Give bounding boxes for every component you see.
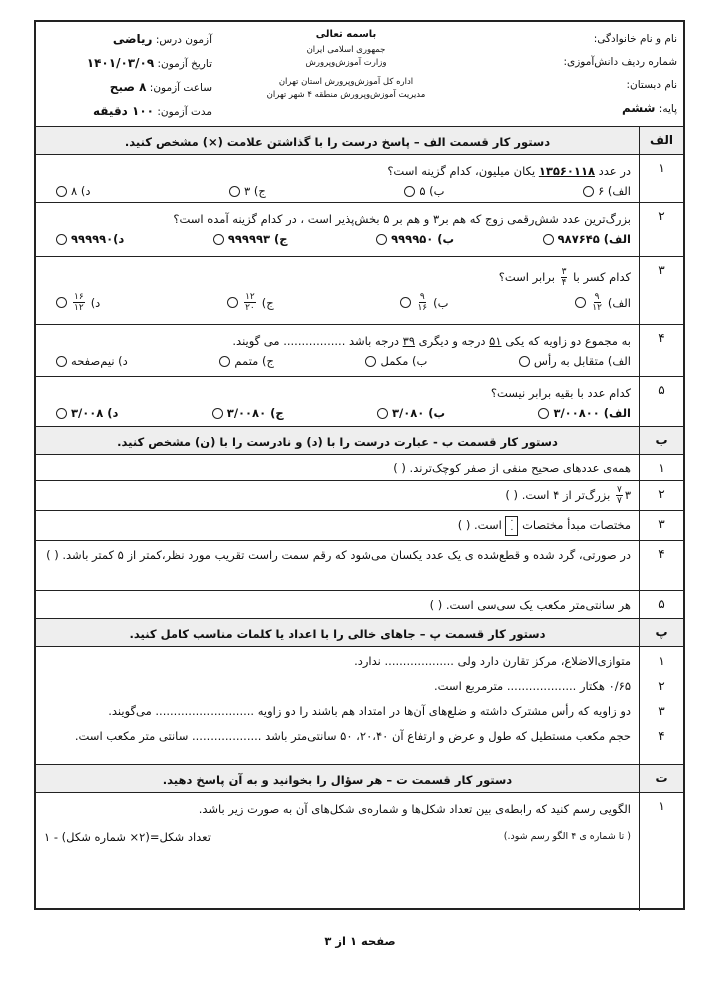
question-text: مختصات مبدأ مختصات bbox=[522, 518, 631, 532]
answer-circle[interactable] bbox=[227, 297, 238, 308]
question-number: ۳ bbox=[639, 257, 683, 324]
answer-circle[interactable] bbox=[543, 234, 554, 245]
answer-circle[interactable] bbox=[219, 356, 230, 367]
option-label: ب) مکمل bbox=[380, 354, 428, 368]
question-t1 bbox=[36, 793, 683, 911]
answer-circle[interactable] bbox=[56, 234, 67, 245]
answer-circle[interactable] bbox=[229, 186, 240, 197]
question-text: در صورتی، گرد شده و قطع‌شده ی یک عدد یکسان می‌شود که رقم سمت راست تقریب مورد نظر،کمتر از ۵ کمتر باشد. ( ) bbox=[46, 548, 631, 562]
answer-circle[interactable] bbox=[56, 356, 67, 367]
row-number-label: شماره ردیف دانش‌آموزی: bbox=[563, 56, 677, 68]
option[interactable] bbox=[219, 351, 274, 371]
question-b4 bbox=[36, 541, 683, 591]
section-a-header bbox=[36, 127, 683, 155]
option-label: د)۹۹۹۹۹۰ bbox=[71, 232, 125, 246]
school-label: نام دبستان: bbox=[626, 79, 677, 91]
option[interactable] bbox=[543, 229, 631, 249]
question-a1 bbox=[36, 155, 683, 203]
denominator: ۴ bbox=[561, 278, 567, 288]
section-letter: الف bbox=[639, 127, 683, 154]
option-label: الف) متقابل به رأس bbox=[533, 354, 631, 368]
option[interactable] bbox=[56, 403, 118, 423]
question-text: در عدد bbox=[598, 164, 631, 178]
answer-circle[interactable] bbox=[575, 297, 586, 308]
option[interactable] bbox=[212, 403, 284, 423]
numerator: ۳ bbox=[561, 267, 567, 277]
options bbox=[44, 229, 631, 249]
time-label: ساعت آزمون: bbox=[149, 82, 212, 94]
answer-circle[interactable] bbox=[56, 186, 67, 197]
section-letter: ت bbox=[639, 765, 683, 792]
answer-circle[interactable] bbox=[213, 234, 224, 245]
exam-info bbox=[42, 28, 212, 124]
question-a3 bbox=[36, 257, 683, 325]
option[interactable] bbox=[583, 181, 631, 201]
question-b5 bbox=[36, 591, 683, 619]
question-text: به مجموع دو زاویه که یکی bbox=[505, 334, 631, 348]
option-label: الف) ۳/۰۰۸۰۰ bbox=[553, 406, 631, 420]
option-label: ب) ۳/۰۸۰ bbox=[392, 406, 446, 420]
bismillah: باسمه تعالی bbox=[315, 29, 377, 40]
grade-label: پایه: bbox=[658, 103, 677, 115]
subject-value: ریاضی bbox=[112, 32, 153, 46]
question-number: ۴ bbox=[639, 541, 683, 590]
option-label: ج) ۳/۰۰۸۰ bbox=[226, 406, 284, 420]
exam-header bbox=[36, 22, 683, 127]
numerator: ۹ bbox=[594, 292, 600, 302]
section-title: دستور کار قسمت ب - عبارت درست را با (د) و نادرست را با (ن) مشخص کنید. bbox=[117, 435, 558, 449]
section-letter: ب bbox=[639, 427, 683, 454]
option-label: الف) bbox=[607, 295, 631, 310]
question-number: ۲ bbox=[658, 679, 665, 693]
question-number: ۲ bbox=[639, 203, 683, 256]
denominator: ۷ bbox=[616, 496, 622, 506]
option[interactable] bbox=[56, 229, 124, 249]
question-number: ۳ bbox=[658, 704, 665, 718]
section-b-header bbox=[36, 427, 683, 455]
question-text: بزرگ‌ترین عدد شش‌رقمی زوج که هم بر۳ و هم بر ۵ بخش‌پذیر است ، در کدام گزینه آمده است؟ bbox=[173, 212, 631, 226]
question-text: درجه و دیگری bbox=[418, 334, 486, 348]
question-text: هر سانتی‌متر مکعب یک سی‌سی است. ( ) bbox=[429, 598, 631, 612]
option[interactable] bbox=[377, 403, 445, 423]
option[interactable] bbox=[575, 292, 631, 313]
option[interactable] bbox=[376, 229, 454, 249]
pattern-formula: تعداد شکل=(۲× شماره شکل) - ۱ bbox=[44, 830, 211, 844]
option-label: ج) bbox=[261, 295, 274, 310]
option-label: د) bbox=[90, 295, 101, 310]
option-label: ب) bbox=[433, 295, 449, 310]
question-number: ۴ bbox=[658, 729, 665, 743]
option-label: ج) ۹۹۹۹۹۳ bbox=[227, 232, 288, 246]
page-number: صفحه ۱ از ۳ bbox=[324, 934, 396, 948]
option[interactable] bbox=[227, 292, 274, 313]
answer-circle[interactable] bbox=[212, 408, 223, 419]
duration-label: مدت آزمون: bbox=[157, 106, 212, 118]
answer-circle[interactable] bbox=[404, 186, 415, 197]
time-value: ۸ صبح bbox=[109, 80, 147, 94]
question-a4 bbox=[36, 325, 683, 377]
grade-value: ششم bbox=[622, 101, 656, 115]
question-p4: حجم مکعب مستطیل که طول و عرض و ارتفاع آن ۲۰،۴۰، ۵۰ سانتی‌متر باشد ................... سانتی متر مکعب است. bbox=[74, 729, 631, 743]
header-center bbox=[216, 28, 476, 102]
denominator: ۲۰ bbox=[245, 303, 255, 313]
question-a2 bbox=[36, 203, 683, 257]
fraction bbox=[616, 485, 623, 506]
answer-circle[interactable] bbox=[583, 186, 594, 197]
option[interactable] bbox=[365, 351, 427, 371]
header-line-3: اداره کل آموزش‌وپرورش استان تهران bbox=[278, 77, 414, 87]
duration-value: ۱۰۰ دقیقه bbox=[93, 104, 154, 118]
option-label: ج) متمم bbox=[234, 354, 274, 368]
option-label: ب) ۹۹۹۹۵۰ bbox=[391, 232, 455, 246]
question-number: ۱ bbox=[639, 155, 683, 202]
numerator: ۱۲ bbox=[245, 292, 255, 302]
coordinate-x: ۰ bbox=[509, 515, 515, 526]
question-text: است. ( ) bbox=[457, 518, 502, 532]
option-label: د) ۸ bbox=[71, 184, 91, 198]
question-b2 bbox=[36, 481, 683, 511]
header-line-2: وزارت آموزش‌وپرورش bbox=[305, 58, 387, 68]
question-b1 bbox=[36, 455, 683, 481]
numerator: ۷ bbox=[616, 485, 622, 495]
question-p1: متوازی‌الاضلاع، مرکز تقارن دارد ولی ................... ندارد. bbox=[354, 654, 631, 668]
option-label: د) ۳/۰۰۸ bbox=[71, 406, 119, 420]
option[interactable] bbox=[404, 181, 444, 201]
answer-circle[interactable] bbox=[377, 408, 388, 419]
option[interactable] bbox=[56, 292, 100, 313]
question-text: کدام کسر با bbox=[573, 270, 631, 284]
name-label: نام و نام خانوادگی: bbox=[593, 33, 677, 45]
option[interactable] bbox=[56, 351, 128, 371]
question-text: الگویی رسم کنید که رابطه‌ی بین تعداد شکل‌ها و شماره‌ی شکل‌های آن به صورت زیر باشد. bbox=[198, 802, 631, 816]
section-title: دستور کار قسمت ت – هر سؤال را بخوانید و به آن پاسخ دهید. bbox=[162, 773, 513, 787]
question-number: ۵ bbox=[639, 591, 683, 618]
option[interactable] bbox=[229, 181, 266, 201]
answer-circle[interactable] bbox=[56, 408, 67, 419]
answer-circle[interactable] bbox=[538, 408, 549, 419]
options bbox=[44, 351, 631, 371]
option[interactable] bbox=[538, 403, 631, 423]
fraction bbox=[561, 267, 568, 288]
header-line-1: جمهوری اسلامی ایران bbox=[306, 45, 386, 55]
section-letter: پ bbox=[639, 619, 683, 646]
subject-label: آزمون درس: bbox=[155, 34, 212, 46]
numerator: ۹ bbox=[419, 292, 425, 302]
option[interactable] bbox=[213, 229, 288, 249]
question-b3 bbox=[36, 511, 683, 541]
drawing-note: ( تا شماره ی ۴ الگو رسم شود.) bbox=[503, 831, 631, 842]
question-number: ۳ bbox=[639, 511, 683, 540]
option-label: ج) ۳ bbox=[244, 184, 266, 198]
question-p2: ۰/۶۵ هکتار ................... مترمربع است. bbox=[433, 679, 631, 693]
option-label: الف) ۹۸۷۶۴۵ bbox=[557, 232, 631, 246]
denominator: ۱۲ bbox=[592, 303, 602, 313]
coordinate-bracket bbox=[505, 516, 518, 536]
options bbox=[44, 403, 631, 423]
angle-value: ۳۹ bbox=[402, 334, 416, 348]
section-p-header bbox=[36, 619, 683, 647]
angle-value: ۵۱ bbox=[489, 334, 502, 348]
answer-circle[interactable] bbox=[400, 297, 411, 308]
option-label: ب) ۵ bbox=[419, 184, 445, 198]
question-number: ۵ bbox=[639, 377, 683, 426]
option-label: الف) ۶ bbox=[598, 184, 631, 198]
question-text: کدام عدد با بقیه برابر نیست؟ bbox=[490, 386, 631, 400]
question-number: ۲ bbox=[639, 481, 683, 510]
answer-circle[interactable] bbox=[56, 297, 67, 308]
section-t-header bbox=[36, 765, 683, 793]
answer-circle[interactable] bbox=[365, 356, 376, 367]
option[interactable] bbox=[56, 181, 90, 201]
question-number: ۴ bbox=[639, 325, 683, 376]
question-number: ۱ bbox=[639, 455, 683, 480]
section-title: دستور کار قسمت الف – پاسخ درست را با گذاشتن علامت (×) مشخص کنید. bbox=[124, 135, 551, 149]
answer-circle[interactable] bbox=[519, 356, 530, 367]
answer-circle[interactable] bbox=[376, 234, 387, 245]
header-line-4: مدیریت آموزش‌وپرورش منطقه ۴ شهر تهران bbox=[266, 90, 426, 100]
options bbox=[44, 181, 631, 201]
coordinate-y: ۰ bbox=[509, 524, 515, 535]
question-text: درجه باشد ................. می گویند. bbox=[232, 334, 399, 348]
student-info bbox=[502, 28, 677, 121]
question-text: برابر است؟ bbox=[498, 270, 555, 284]
options bbox=[44, 292, 631, 313]
question-number: ۱ bbox=[639, 793, 683, 911]
option-label: د) نیم‌صفحه bbox=[71, 354, 128, 368]
question-text: یکان میلیون، کدام گزینه است؟ bbox=[387, 164, 536, 178]
question-number-value: ۱۳۵۶۰۱۱۸ bbox=[538, 164, 595, 178]
option[interactable] bbox=[519, 351, 631, 371]
section-title: دستور کار قسمت پ – جاهای خالی را با اعداد یا کلمات مناسب کامل کنید. bbox=[129, 627, 546, 641]
denominator: ۱۲ bbox=[74, 303, 84, 313]
exam-sheet bbox=[34, 20, 685, 910]
section-p-questions bbox=[36, 647, 683, 765]
option[interactable] bbox=[400, 292, 448, 313]
question-a5 bbox=[36, 377, 683, 427]
question-text: بزرگ‌تر از ۴ است. ( ) bbox=[505, 488, 611, 502]
whole-part: ۳ bbox=[624, 488, 631, 502]
date-value: ۱۴۰۱/۰۳/۰۹ bbox=[86, 56, 155, 70]
question-p3: دو زاویه که رأس مشترک داشته و ضلع‌های آن‌ها در امتداد هم باشند را دو زاویه ........................... می‌گویند. bbox=[108, 704, 631, 718]
date-label: تاریخ آزمون: bbox=[157, 58, 212, 70]
question-number: ۱ bbox=[658, 654, 665, 668]
question-text: همه‌ی عددهای صحیح منفی از صفر کوچک‌ترند. ( ) bbox=[393, 461, 631, 475]
denominator: ۱۶ bbox=[417, 303, 428, 313]
numerator: ۱۶ bbox=[74, 292, 84, 302]
